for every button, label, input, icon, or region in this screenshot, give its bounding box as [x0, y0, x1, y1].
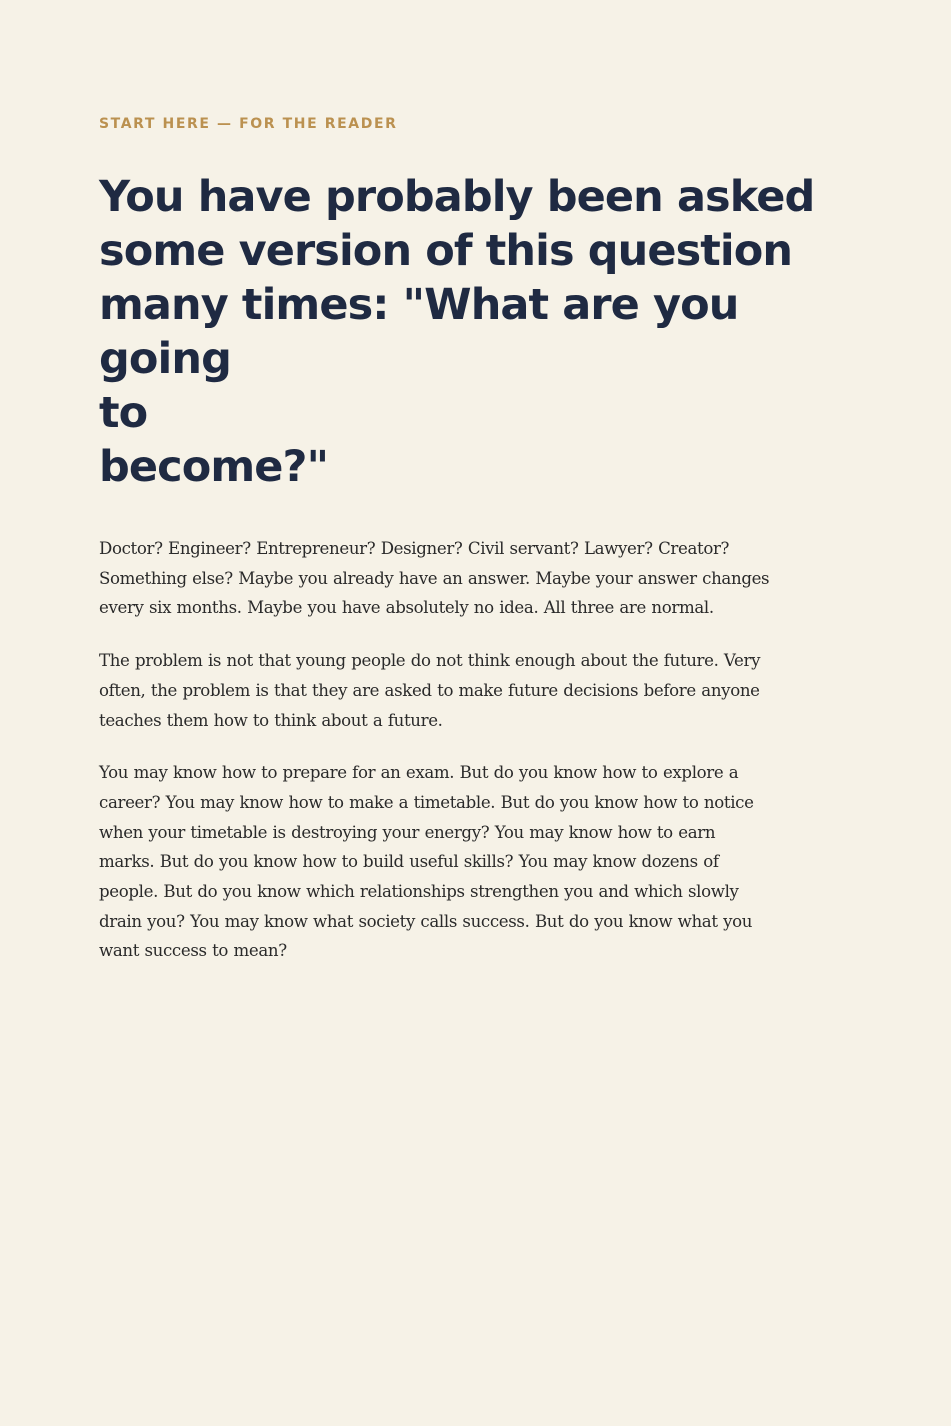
paragraph-line: You may know how to prepare for an exam. But do you know how to explore a — [99, 763, 739, 783]
body-paragraph — [99, 758, 839, 966]
page-title-line: to — [99, 388, 148, 438]
reader-intro-page — [99, 114, 839, 989]
page-title — [99, 170, 839, 494]
paragraph-line: Doctor? Engineer? Entrepreneur? Designer? Civil servant? Lawyer? Creator? — [99, 539, 730, 558]
paragraph-line: Something else? Maybe you already have an answer. Maybe your answer changes — [99, 568, 770, 588]
paragraph-line: marks. But do you know how to build useful skills? You may know dozens of — [99, 852, 719, 872]
paragraph-line: often, the problem is that they are asked to make future decisions before anyone — [99, 680, 760, 700]
paragraph-line: drain you? You may know what society calls success. But do you know what you — [99, 911, 753, 931]
paragraph-line: The problem is not that young people do not think enough about the future. Very — [99, 651, 761, 671]
paragraph-line: want success to mean? — [99, 941, 287, 961]
paragraph-line: when your timetable is destroying your energy? You may know how to earn — [99, 822, 716, 842]
page-title-line: many times: "What are you going — [99, 280, 739, 384]
paragraph-line: people. But do you know which relationships strengthen you and which slowly — [99, 882, 739, 902]
body-paragraph — [99, 646, 839, 735]
paragraph-line: teaches them how to think about a future. — [99, 710, 443, 730]
paragraph-line: career? You may know how to make a timetable. But do you know how to notice — [99, 792, 754, 812]
paragraph-line: every six months. Maybe you have absolutely no idea. All three are normal. — [99, 598, 714, 618]
body-paragraph — [99, 534, 839, 623]
body-text — [99, 534, 839, 966]
page-title-line: become?" — [99, 442, 329, 492]
page-title-line: some version of this question — [99, 226, 793, 276]
section-eyebrow: START HERE — FOR THE READER — [99, 116, 398, 132]
page-title-line: You have probably been asked — [99, 172, 815, 222]
